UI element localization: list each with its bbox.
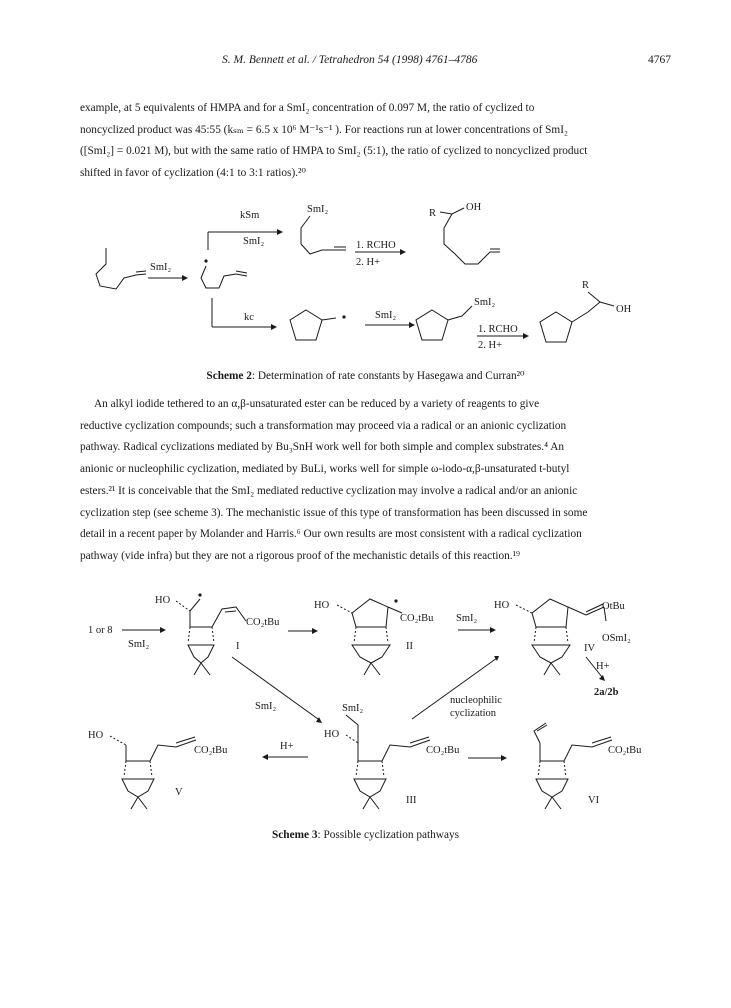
- text-line: An alkyl iodide tethered to an α,β-unsaturated ester can be reduced by a variety of reagents to give: [94, 398, 540, 410]
- arrow-head: [271, 324, 277, 330]
- paragraph-1: [80, 98, 640, 185]
- arrow-head: [523, 333, 529, 339]
- arrow-head: [599, 675, 605, 681]
- smi2-label: SmI₂: [243, 236, 265, 247]
- oh-label: OH: [466, 202, 482, 213]
- ksm-label: kSm: [240, 210, 260, 221]
- cyclized-alcohol-structure: [540, 292, 614, 342]
- osmi2-label: OSmI₂: [602, 633, 631, 644]
- arrow-head: [490, 627, 496, 633]
- arrow-head: [400, 249, 406, 255]
- otbu-label: OtBu: [602, 601, 625, 612]
- intermediate-II-structure: [337, 599, 402, 675]
- arrow-head: [262, 754, 268, 760]
- intermediate-IV-structure: [516, 599, 606, 675]
- oh-label: OH: [616, 304, 632, 315]
- text-line: shifted in favor of cyclization (4:1 to 3:1 ratios).²⁰: [80, 167, 306, 180]
- label-II: II: [406, 641, 413, 652]
- caption-label: Scheme 2: [206, 370, 252, 382]
- h-label: 2. H+: [478, 340, 503, 351]
- h-label: H+: [596, 661, 610, 672]
- smi2-label: SmI₂: [128, 639, 150, 650]
- scheme-2-caption: [0, 369, 731, 382]
- smi2-label: SmI₂: [342, 703, 364, 714]
- ho-label: HO: [324, 729, 340, 740]
- arrow-head: [312, 628, 318, 634]
- arrow-head: [277, 229, 283, 235]
- scheme-3-figure: [0, 585, 731, 815]
- text-line: cyclization step (see scheme 3). The mechanistic issue of this type of transformation has been discussed in some: [80, 506, 588, 519]
- page-number: 4767: [648, 54, 671, 66]
- arrow-head: [409, 322, 415, 328]
- intermediate-V-structure: [110, 736, 196, 809]
- smi2-label: SmI₂: [255, 701, 277, 712]
- text-line: pathway (vide infra) but they are not a rigorous proof of the mechanistic details of this reaction.¹⁹: [80, 549, 520, 562]
- h-label: 2. H+: [356, 257, 381, 268]
- text-line: pathway. Radical cyclizations mediated by Bu₃SnH work well for both simple and complex substrates.⁴ An: [80, 441, 565, 454]
- running-head: S. M. Bennett et al. / Tetrahedron 54 (1998) 4761–4786: [222, 54, 478, 66]
- arrow-head: [182, 275, 188, 281]
- scheme-2-figure: [0, 190, 731, 365]
- paragraph-2: [80, 394, 640, 568]
- smi2-label: SmI₂: [307, 204, 329, 215]
- cyclopentylmethyl-samarium-structure: [416, 306, 472, 340]
- product-label: 2a/2b: [594, 687, 619, 698]
- arrow-head: [494, 656, 499, 661]
- h-label: H+: [280, 741, 294, 752]
- r-label: R: [582, 280, 590, 291]
- arrow-head: [160, 627, 166, 633]
- cyclopentylmethyl-radical-structure: [290, 310, 346, 340]
- arrow-head: [501, 755, 507, 761]
- caption-label: Scheme 3: [272, 829, 318, 841]
- ho-label: HO: [88, 730, 104, 741]
- label-VI: VI: [588, 795, 600, 806]
- caption-text: : Possible cyclization pathways: [317, 829, 459, 841]
- label-V: V: [175, 787, 183, 798]
- r-label: R: [429, 208, 437, 219]
- alkyl-radical-structure: [201, 259, 247, 288]
- text-line: example, at 5 equivalents of HMPA and for a SmI₂ concentration of 0.097 M, the ratio of cyclized to: [80, 102, 535, 114]
- smi2-label: SmI₂: [375, 310, 397, 321]
- intermediate-I-structure: [176, 593, 246, 675]
- alkyl-iodide-structure: [96, 248, 146, 289]
- smi2-label: SmI₂: [474, 297, 496, 308]
- kc-label: kc: [244, 312, 254, 323]
- ho-label: HO: [494, 600, 510, 611]
- smi2-label: SmI₂: [456, 613, 478, 624]
- cyclization-label: cyclization: [450, 708, 497, 719]
- text-line: noncyclized product was 45:55 (kₛₘ = 6.5 x 10⁶ M⁻¹s⁻¹ ). For reactions run at lower concentrations of SmI₂: [80, 123, 568, 136]
- label-IV: IV: [584, 643, 596, 654]
- text-line: esters.²¹ It is conceivable that the SmI₂ mediated reductive cyclization may involve a radical and/or an anionic: [80, 484, 578, 497]
- organosamarium-structure: [301, 216, 346, 254]
- co2tbu-label: CO₂tBu: [194, 745, 228, 756]
- co2tbu-label: CO₂tBu: [246, 617, 280, 628]
- rcho-label: 1. RCHO: [356, 240, 396, 251]
- scheme-3-caption: [0, 829, 731, 841]
- ho-label: HO: [155, 595, 171, 606]
- label-III: III: [406, 795, 417, 806]
- rcho-label: 1. RCHO: [478, 324, 518, 335]
- intermediate-VI-structure: [534, 723, 612, 809]
- start-label: 1 or 8: [88, 625, 113, 636]
- alcohol-product-structure: [440, 208, 500, 264]
- text-line: reductive cyclization compounds; such a transformation may proceed via a radical or an anionic cyclization: [80, 419, 567, 432]
- text-line: anionic or nucleophilic cyclization, mediated by BuLi, works well for simple ω-iodo-α,β-unsaturated t-butyl: [80, 463, 570, 476]
- caption-text: : Determination of rate constants by Hasegawa and Curran²⁰: [251, 370, 525, 382]
- intermediate-III-structure: [346, 715, 430, 809]
- co2tbu-label: CO₂tBu: [426, 745, 460, 756]
- co2tbu-label: CO₂tBu: [608, 745, 642, 756]
- text-line: detail in a recent paper by Molander and Harris.⁶ Our own results are most consistent with a radical cyclization: [80, 528, 582, 541]
- nucleophilic-label: nucleophilic: [450, 695, 502, 706]
- text-line: ([SmI₂] = 0.021 M), but with the same ratio of HMPA to SmI₂ (5:1), the ratio of cyclized to noncyclized product: [80, 145, 588, 158]
- label-I: I: [236, 641, 240, 652]
- ho-label: HO: [314, 600, 330, 611]
- co2tbu-label: CO₂tBu: [400, 613, 434, 624]
- smi2-left-label: SmI₂: [150, 262, 172, 273]
